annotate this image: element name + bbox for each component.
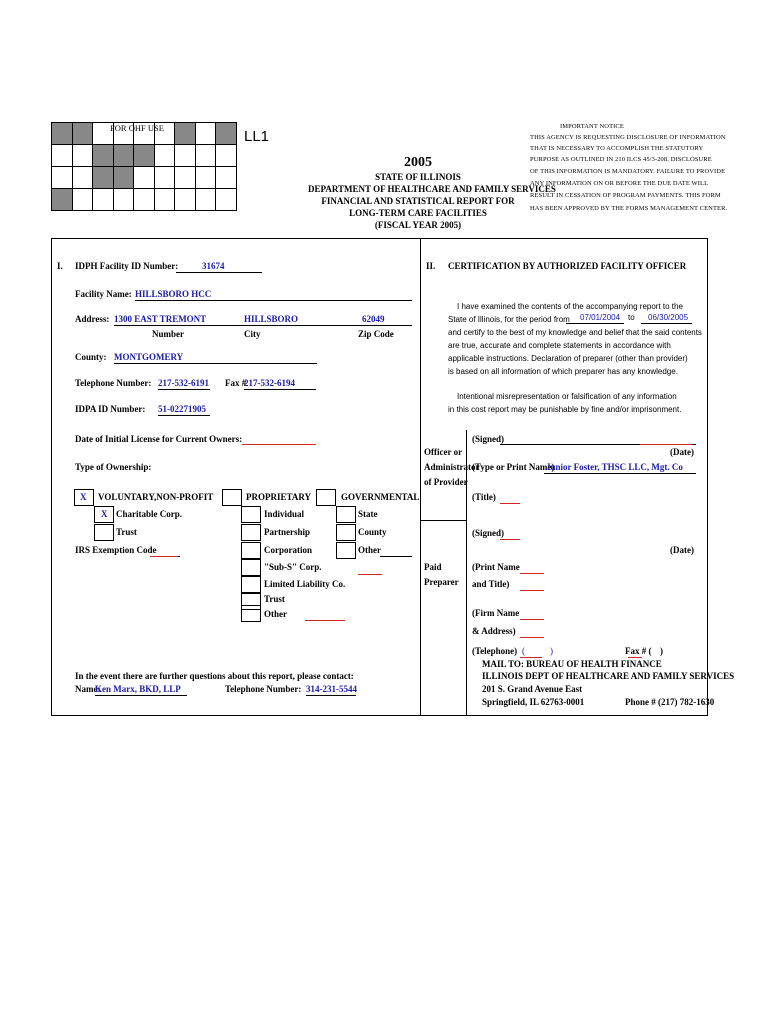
zip-caption: Zip Code (358, 329, 394, 339)
gov-other-field[interactable] (380, 556, 412, 557)
for-ohf-use-label: FOR OHF USE (110, 123, 164, 133)
charitable-check-mark: X (101, 509, 108, 519)
address-label: Address: (75, 314, 110, 324)
date-label: (Date) (670, 447, 694, 457)
city-caption: City (244, 329, 261, 339)
mail-to-line-2: ILLINOIS DEPT OF HEALTHCARE AND FAMILY SERVICES (482, 671, 735, 681)
state-checkbox[interactable] (336, 506, 356, 523)
notice-line: THIS AGENCY IS REQUESTING DISCLOSURE OF INFORMATION (530, 134, 726, 141)
county-underline (114, 363, 317, 364)
fax-label: Fax # (225, 378, 247, 388)
llc-checkbox[interactable] (241, 576, 261, 593)
contact-phone-underline (306, 695, 356, 696)
trust-checkbox[interactable] (94, 524, 114, 541)
preparer-fax-field[interactable] (628, 657, 642, 658)
charitable-label: Charitable Corp. (116, 509, 182, 519)
contact-instruction: In the event there are further questions about this report, please contact: (75, 671, 354, 681)
county-checkbox[interactable] (336, 524, 356, 541)
column-divider (420, 238, 421, 716)
ownership-label: Type of Ownership: (75, 462, 152, 472)
and-title-label: and Title) (472, 579, 510, 589)
officer-label-3: of Provider (424, 477, 468, 487)
facility-name-label: Facility Name: (75, 289, 132, 299)
sub-s-label: "Sub-S" Corp. (264, 562, 322, 572)
period-to-value[interactable]: 06/30/2005 (648, 313, 689, 322)
officer-divider (420, 520, 467, 521)
preparer-signature-field[interactable] (500, 539, 520, 540)
officer-title-field[interactable] (500, 503, 520, 504)
notice-line: RESULT IN CESSATION OF PROGRAM PAYMENTS. THIS FORM (530, 192, 721, 199)
idph-label: IDPH Facility ID Number: (75, 261, 179, 271)
warning-text-1: Intentional misrepresentation or falsification of any information (457, 392, 677, 401)
irs-exemption-label: IRS Exemption Code (75, 545, 157, 555)
trust-label: Trust (116, 527, 137, 537)
contact-name-value[interactable]: Ken Marx, BKD, LLP (95, 684, 181, 694)
partnership-label: Partnership (264, 527, 310, 537)
preparer-fax-label: Fax # ( (625, 646, 652, 656)
telephone-underline (158, 389, 210, 390)
address-underline (114, 325, 412, 326)
cert-text-2: State of Illinois, for the period from (448, 315, 570, 324)
number-caption: Number (152, 329, 184, 339)
proprietary-checkbox[interactable] (222, 489, 242, 506)
type-print-label: (Type or Print Name) (472, 462, 555, 472)
sub-s-checkbox[interactable] (241, 559, 261, 576)
notice-line: OF THIS INFORMATION IS MANDATORY. FAILURE TO PROVIDE (530, 168, 726, 175)
state-label: State (358, 509, 378, 519)
telephone-paren-close: ) (550, 646, 553, 656)
idph-underline (176, 272, 262, 273)
facility-name-value[interactable]: HILLSBORO HCC (135, 289, 212, 299)
report-title-1: FINANCIAL AND STATISTICAL REPORT FOR (321, 196, 515, 206)
city-value[interactable]: HILLSBORO (244, 314, 299, 324)
fax-value[interactable]: 217-532-6194 (244, 378, 295, 388)
fax-underline (244, 389, 316, 390)
prop-other-field[interactable] (305, 620, 345, 621)
title-label: (Title) (472, 492, 496, 502)
section-2-roman: II. (426, 261, 436, 271)
license-date-label: Date of Initial License for Current Owners: (75, 434, 243, 444)
proprietary-label: PROPRIETARY (246, 492, 312, 502)
county-value[interactable]: MONTGOMERY (114, 352, 184, 362)
idpa-underline (158, 415, 210, 416)
period-to-label: to (628, 313, 635, 322)
governmental-label: GOVERNMENTAL (341, 492, 420, 502)
corporation-label: Corporation (264, 545, 312, 555)
facility-name-underline (135, 300, 412, 301)
cert-text-3: and certify to the best of my knowledge and belief that the said contents (448, 328, 702, 337)
idpa-value[interactable]: 51-02271905 (158, 404, 206, 414)
contact-phone-value[interactable]: 314-231-5544 (306, 684, 357, 694)
contact-name-underline (95, 695, 187, 696)
preparer-telephone-field[interactable] (520, 657, 542, 658)
partnership-checkbox[interactable] (241, 524, 261, 541)
notice-line: ANY INFORMATION ON OR BEFORE THE DUE DATE WILL (530, 180, 709, 187)
fiscal-year: (FISCAL YEAR 2005) (374, 220, 462, 230)
voluntary-label: VOLUNTARY,NON-PROFIT (98, 492, 214, 502)
preparer-signed-label: (Signed) (472, 528, 505, 538)
notice-title: IMPORTANT NOTICE (560, 123, 624, 130)
warning-text-2: in this cost report may be punishable by fine and/or imprisonment. (448, 405, 682, 414)
year: 2005 (404, 155, 432, 170)
state-title: STATE OF ILLINOIS (375, 172, 461, 182)
report-title-2: LONG-TERM CARE FACILITIES (349, 208, 487, 218)
print-name-field[interactable] (520, 573, 544, 574)
officer-date-field[interactable] (640, 444, 692, 445)
preparer-fax-close: ) (660, 646, 663, 656)
voluntary-check-mark: X (80, 492, 87, 502)
notice-line: THAT IS NECESSARY TO ACCOMPLISH THE STATUTORY (530, 145, 704, 152)
notice-line: HAS BEEN APPROVED BY THE FORMS MANAGEMENT CENTER. (530, 205, 728, 212)
preparer-title-field[interactable] (520, 590, 544, 591)
county-label: County: (75, 352, 107, 362)
mail-to-line-1: MAIL TO: BUREAU OF HEALTH FINANCE (482, 659, 662, 669)
officer-label-1: Officer or (424, 447, 463, 457)
contact-name-label: Name: (75, 684, 101, 694)
gov-other-label: Other (358, 545, 381, 555)
notice-line: PURPOSE AS OUTLINED IN 210 ILCS 45/3-208. DISCLOSURE (530, 156, 712, 163)
idph-value[interactable]: 31674 (202, 261, 225, 271)
gov-other-checkbox[interactable] (336, 542, 356, 559)
cert-text-4: are true, accurate and complete statements in accordance with (448, 341, 671, 350)
individual-label: Individual (264, 509, 305, 519)
mail-to-line-4: Springfield, IL 62763-0001 (482, 697, 585, 707)
period-from-value[interactable]: 07/01/2004 (580, 313, 621, 322)
prop-other-label: Other (264, 609, 287, 619)
telephone-label-2: (Telephone) (472, 646, 518, 656)
form-code: LL1 (244, 128, 270, 145)
street-value[interactable]: 1300 EAST TREMONT (114, 314, 207, 324)
corporation-checkbox[interactable] (241, 542, 261, 559)
section-1-roman: I. (57, 261, 63, 271)
cert-text-5: applicable instructions. Declaration of preparer (other than provider) (448, 354, 688, 363)
license-date-field[interactable] (242, 444, 316, 445)
mail-to-phone: Phone # (217) 782-1630 (625, 697, 715, 707)
department-title: DEPARTMENT OF HEALTHCARE AND FAMILY SERVICES (308, 184, 556, 194)
firm-name-field[interactable] (520, 619, 544, 620)
cert-text-1: I have examined the contents of the accompanying report to the (457, 302, 683, 311)
preparer-date-label: (Date) (670, 545, 694, 555)
signed-label: (Signed) (472, 434, 505, 444)
telephone-label: Telephone Number: (75, 378, 152, 388)
irs-exemption-red (150, 556, 178, 557)
firm-name-label: (Firm Name (472, 608, 520, 618)
officer-name-value[interactable]: Junior Foster, THSC LLC, Mgt. Co (546, 462, 683, 472)
paid-label: Paid (424, 562, 442, 572)
zip-value[interactable]: 62049 (362, 314, 385, 324)
individual-checkbox[interactable] (241, 506, 261, 523)
print-name-label: (Print Name (472, 562, 520, 572)
telephone-value[interactable]: 217-532-6191 (158, 378, 209, 388)
mail-to-line-3: 201 S. Grand Avenue East (482, 684, 583, 694)
officer-name-underline (544, 473, 696, 474)
preparer-label: Preparer (424, 577, 459, 587)
label-divider (466, 430, 467, 716)
firm-address-label: & Address) (472, 626, 516, 636)
llc-label: Limited Liability Co. (264, 579, 346, 589)
certification-title: CERTIFICATION BY AUTHORIZED FACILITY OFFICER (448, 261, 687, 271)
governmental-checkbox[interactable] (316, 489, 336, 506)
firm-address-field[interactable] (520, 637, 544, 638)
period-from-underline (566, 323, 624, 324)
telephone-paren-open: ( (522, 646, 525, 656)
prop-other-checkbox[interactable] (241, 605, 261, 622)
officer-label-2: Administrator (424, 462, 480, 472)
sub-s-field[interactable] (358, 574, 382, 575)
period-to-underline (641, 323, 692, 324)
cert-text-6: is based on all information of which preparer has any knowledge. (448, 367, 678, 376)
county-own-label: County (358, 527, 387, 537)
contact-phone-label: Telephone Number: (225, 684, 302, 694)
idpa-label: IDPA ID Number: (75, 404, 146, 414)
prop-trust-label: Trust (264, 594, 285, 604)
